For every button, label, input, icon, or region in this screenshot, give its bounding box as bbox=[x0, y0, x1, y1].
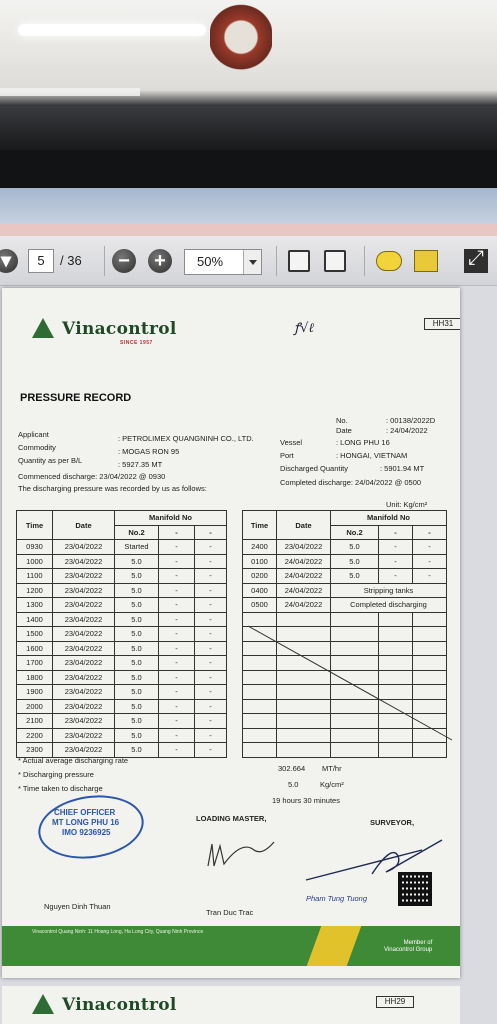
cell-date: 23/04/2022 bbox=[53, 583, 115, 598]
col-no2: No.2 bbox=[331, 525, 379, 540]
cell-blank: - bbox=[159, 627, 195, 642]
cell-time: 1100 bbox=[17, 569, 53, 584]
qty-bl-value: : 5927.35 MT bbox=[118, 460, 163, 469]
comment-button[interactable] bbox=[376, 247, 402, 275]
zoom-select[interactable] bbox=[184, 249, 262, 275]
cell-time: 2300 bbox=[17, 743, 53, 758]
comment-icon bbox=[376, 251, 402, 271]
pressure-unit: Kg/cm² bbox=[320, 780, 344, 789]
col-manifold: Manifold No bbox=[331, 511, 447, 526]
fullscreen-button[interactable] bbox=[464, 247, 488, 275]
cell-blank: - bbox=[379, 540, 413, 555]
page-total-label: / 36 bbox=[60, 253, 82, 268]
cell-date: 24/04/2022 bbox=[277, 598, 331, 613]
stamp-line2: MT LONG PHU 16 bbox=[52, 818, 120, 827]
cell-blank: - bbox=[195, 656, 227, 671]
qty-bl-label: Quantity as per B/L bbox=[18, 456, 83, 465]
commodity-label: Commodity bbox=[18, 443, 56, 452]
chief-officer-stamp bbox=[34, 789, 148, 865]
cell-date: 23/04/2022 bbox=[53, 612, 115, 627]
prev-page-button[interactable] bbox=[0, 247, 18, 275]
cell-blank: - bbox=[195, 714, 227, 729]
port-value: : HONGAI, VIETNAM bbox=[336, 451, 408, 460]
cell-blank: - bbox=[379, 569, 413, 584]
vessel-label: Vessel bbox=[280, 438, 303, 447]
cell-time: 1700 bbox=[17, 656, 53, 671]
table-row bbox=[17, 685, 227, 700]
cell-pressure: 5.0 bbox=[331, 554, 379, 569]
avg-rate-unit: MT/hr bbox=[322, 764, 342, 773]
loading-master-signature bbox=[202, 836, 282, 876]
cell-pressure: 5.0 bbox=[115, 583, 159, 598]
cell-blank: - bbox=[195, 554, 227, 569]
discharged-qty-label: Discharged Quantity bbox=[280, 464, 348, 473]
cell-blank: - bbox=[159, 583, 195, 598]
avg-rate-label: * Actual average discharging rate bbox=[18, 756, 129, 765]
cell-blank: - bbox=[195, 612, 227, 627]
no-value: : 00138/2022D bbox=[386, 416, 436, 425]
cell-blank: - bbox=[413, 540, 447, 555]
col-date: Date bbox=[277, 511, 331, 540]
date-label: Date bbox=[336, 426, 352, 435]
cell-empty bbox=[277, 743, 331, 758]
table-row bbox=[17, 714, 227, 729]
plus-icon: + bbox=[148, 249, 172, 273]
footer-member-label: Member of bbox=[403, 940, 433, 946]
cell-blank: - bbox=[159, 670, 195, 685]
vinacontrol-logo bbox=[28, 994, 177, 1016]
cell-time: 0500 bbox=[243, 598, 277, 613]
col-time: Time bbox=[17, 511, 53, 540]
table-row bbox=[17, 598, 227, 613]
cell-time: 0400 bbox=[243, 583, 277, 598]
logo-mark-icon bbox=[28, 318, 58, 340]
document-title: PRESSURE RECORD bbox=[20, 392, 132, 404]
cell-date: 24/04/2022 bbox=[277, 554, 331, 569]
cell-pressure: 5.0 bbox=[115, 598, 159, 613]
top-initials: ꝭ√ℓ bbox=[294, 321, 314, 336]
cell-blank: - bbox=[195, 627, 227, 642]
fit-width-button[interactable] bbox=[324, 247, 346, 275]
table-row bbox=[17, 656, 227, 671]
cell-pressure: 5.0 bbox=[115, 728, 159, 743]
unit-label: Unit: Kg/cm² bbox=[386, 500, 428, 509]
cell-pressure: 5.0 bbox=[115, 685, 159, 700]
cell-empty bbox=[331, 743, 379, 758]
form-code: HH31 bbox=[424, 318, 460, 330]
cell-date: 23/04/2022 bbox=[53, 627, 115, 642]
table-row bbox=[243, 583, 447, 598]
stamp-line1: CHIEF OFFICER bbox=[54, 808, 116, 817]
col-blank: - bbox=[413, 525, 447, 540]
col-blank: - bbox=[195, 525, 227, 540]
cell-pressure: 5.0 bbox=[115, 554, 159, 569]
pressure-note: The discharging pressure was recorded by us as follows: bbox=[18, 484, 207, 493]
completed-discharge: Completed discharge: 24/04/2022 @ 0500 bbox=[280, 478, 422, 487]
page-number-input[interactable]: 5 bbox=[28, 249, 54, 273]
cell-blank: - bbox=[195, 743, 227, 758]
pen-icon bbox=[414, 250, 438, 272]
cell-date: 23/04/2022 bbox=[53, 714, 115, 729]
table-row bbox=[243, 540, 447, 555]
cell-blank: - bbox=[159, 598, 195, 613]
cell-blank: - bbox=[195, 598, 227, 613]
table-row bbox=[17, 670, 227, 685]
cell-time: 1400 bbox=[17, 612, 53, 627]
col-blank: - bbox=[159, 525, 195, 540]
cell-blank: - bbox=[159, 728, 195, 743]
cell-blank: - bbox=[159, 714, 195, 729]
time-value: 19 hours 30 minutes bbox=[272, 796, 340, 805]
cell-blank: - bbox=[159, 612, 195, 627]
pressure-value: 5.0 bbox=[288, 780, 299, 789]
discharged-qty-value: : 5901.94 MT bbox=[380, 464, 425, 473]
cell-note: Completed discharging bbox=[331, 598, 447, 613]
cell-blank: - bbox=[195, 670, 227, 685]
table-row bbox=[17, 554, 227, 569]
logo-since: SINCE 1957 bbox=[120, 340, 153, 346]
fit-width-icon bbox=[324, 250, 346, 272]
cell-time: 2100 bbox=[17, 714, 53, 729]
cell-time: 0930 bbox=[17, 540, 53, 555]
cell-blank: - bbox=[159, 641, 195, 656]
cell-date: 23/04/2022 bbox=[53, 743, 115, 758]
cell-time: 0100 bbox=[243, 554, 277, 569]
zoom-value: 50% bbox=[197, 254, 224, 269]
col-time: Time bbox=[243, 511, 277, 540]
ceiling-light bbox=[18, 24, 206, 36]
expand-icon bbox=[464, 249, 488, 273]
cell-pressure: 5.0 bbox=[115, 627, 159, 642]
cell-date: 23/04/2022 bbox=[53, 540, 115, 555]
table-row bbox=[17, 583, 227, 598]
loading-master-label: LOADING MASTER, bbox=[196, 814, 267, 823]
cell-pressure: 5.0 bbox=[331, 540, 379, 555]
cell-date: 24/04/2022 bbox=[277, 569, 331, 584]
document-page bbox=[2, 288, 460, 978]
zoom-in-button[interactable] bbox=[148, 247, 172, 275]
cell-blank: - bbox=[413, 569, 447, 584]
applicant-value: : PETROLIMEX QUANGNINH CO., LTD. bbox=[118, 434, 254, 443]
window-titlebar bbox=[0, 188, 497, 224]
footer-member bbox=[384, 940, 432, 954]
cell-note: Stripping tanks bbox=[331, 583, 447, 598]
background-room bbox=[0, 0, 497, 150]
name-left: Nguyen Dinh Thuan bbox=[44, 902, 111, 911]
footer-address: Vinacontrol Quang Ninh: 11 Hoang Long, Ha Long City, Quang Ninh Province bbox=[32, 929, 204, 935]
cell-time: 1300 bbox=[17, 598, 53, 613]
cell-time: 2200 bbox=[17, 728, 53, 743]
cell-blank: - bbox=[159, 699, 195, 714]
cell-date: 23/04/2022 bbox=[53, 641, 115, 656]
cell-blank: - bbox=[159, 569, 195, 584]
cell-time: 1200 bbox=[17, 583, 53, 598]
cell-pressure: 5.0 bbox=[115, 569, 159, 584]
table-row bbox=[17, 699, 227, 714]
cell-blank: - bbox=[379, 554, 413, 569]
cell-date: 23/04/2022 bbox=[53, 728, 115, 743]
monitor-bezel bbox=[0, 150, 497, 188]
time-label: * Time taken to discharge bbox=[18, 784, 103, 793]
commodity-value: : MOGAS RON 95 bbox=[118, 447, 180, 456]
name-right: Pham Tung Tuong bbox=[306, 894, 368, 903]
fit-page-button[interactable] bbox=[288, 247, 310, 275]
cell-time: 1000 bbox=[17, 554, 53, 569]
logo-text: Vinacontrol bbox=[62, 319, 177, 339]
vessel-value: : LONG PHU 16 bbox=[336, 438, 390, 447]
cell-blank: - bbox=[195, 728, 227, 743]
empty-row bbox=[243, 743, 447, 758]
cell-pressure: 5.0 bbox=[115, 656, 159, 671]
chevron-down-icon[interactable] bbox=[243, 250, 261, 274]
cell-date: 23/04/2022 bbox=[53, 598, 115, 613]
logo-mark-icon bbox=[28, 994, 58, 1016]
vinacontrol-logo bbox=[28, 318, 177, 340]
cell-date: 23/04/2022 bbox=[53, 569, 115, 584]
cell-blank: - bbox=[195, 583, 227, 598]
cell-time: 1900 bbox=[17, 685, 53, 700]
cell-date: 23/04/2022 bbox=[53, 685, 115, 700]
col-manifold: Manifold No bbox=[115, 511, 227, 526]
table-row bbox=[243, 569, 447, 584]
cell-pressure: 5.0 bbox=[331, 569, 379, 584]
col-date: Date bbox=[53, 511, 115, 540]
next-document-page bbox=[2, 986, 460, 1024]
logo-text: Vinacontrol bbox=[62, 995, 177, 1015]
cell-time: 1500 bbox=[17, 627, 53, 642]
commenced-discharge: Commenced discharge: 23/04/2022 @ 0930 bbox=[18, 472, 166, 481]
monitor-reflection bbox=[0, 88, 140, 96]
footer-group-label: Vinacontrol Group bbox=[384, 947, 433, 953]
table-row bbox=[17, 641, 227, 656]
cell-blank: - bbox=[195, 685, 227, 700]
avg-rate-value: 302.664 bbox=[278, 764, 306, 773]
cell-date: 24/04/2022 bbox=[277, 583, 331, 598]
name-mid: Tran Duc Trac bbox=[206, 908, 254, 917]
cell-pressure: 5.0 bbox=[115, 714, 159, 729]
pressure-table-left bbox=[16, 510, 227, 758]
cell-blank: - bbox=[159, 554, 195, 569]
cell-blank: - bbox=[195, 569, 227, 584]
toolbar-divider bbox=[104, 246, 105, 276]
cell-date: 23/04/2022 bbox=[53, 670, 115, 685]
markup-button[interactable] bbox=[414, 247, 438, 275]
wall-clock bbox=[210, 2, 272, 80]
date-value: : 24/04/2022 bbox=[386, 426, 428, 435]
minus-icon: − bbox=[112, 249, 136, 273]
table-row bbox=[17, 569, 227, 584]
cell-pressure: 5.0 bbox=[115, 641, 159, 656]
cell-blank: - bbox=[159, 743, 195, 758]
cell-pressure: Started bbox=[115, 540, 159, 555]
cell-time: 0200 bbox=[243, 569, 277, 584]
toolbar-divider bbox=[276, 246, 277, 276]
pdf-toolbar bbox=[0, 236, 497, 286]
cell-date: 23/04/2022 bbox=[53, 554, 115, 569]
table-row bbox=[243, 598, 447, 613]
cell-empty bbox=[379, 743, 413, 758]
cell-time: 1800 bbox=[17, 670, 53, 685]
cell-time: 2400 bbox=[243, 540, 277, 555]
table-row bbox=[17, 612, 227, 627]
fit-page-icon bbox=[288, 250, 310, 272]
table-row bbox=[17, 627, 227, 642]
table-row bbox=[17, 743, 227, 758]
pressure-label: * Discharging pressure bbox=[18, 770, 94, 779]
zoom-out-button[interactable] bbox=[112, 247, 136, 275]
no-label: No. bbox=[336, 416, 348, 425]
cell-empty bbox=[243, 743, 277, 758]
table-row bbox=[17, 728, 227, 743]
applicant-label: Applicant bbox=[18, 430, 49, 439]
table-row bbox=[243, 554, 447, 569]
arrow-down-icon: ▾ bbox=[0, 249, 18, 273]
cell-pressure: 5.0 bbox=[115, 743, 159, 758]
form-code: HH29 bbox=[376, 996, 414, 1008]
table-row bbox=[17, 540, 227, 555]
cell-blank: - bbox=[159, 685, 195, 700]
toolbar-divider bbox=[364, 246, 365, 276]
cell-time: 1600 bbox=[17, 641, 53, 656]
surveyor-label: SURVEYOR, bbox=[370, 818, 415, 827]
cell-pressure: 5.0 bbox=[115, 670, 159, 685]
stamp-line3: IMO 9236925 bbox=[62, 828, 111, 837]
cell-blank: - bbox=[159, 540, 195, 555]
cell-date: 23/04/2022 bbox=[53, 656, 115, 671]
cell-empty bbox=[413, 743, 447, 758]
col-blank: - bbox=[379, 525, 413, 540]
cell-pressure: 5.0 bbox=[115, 699, 159, 714]
cell-pressure: 5.0 bbox=[115, 612, 159, 627]
cell-blank: - bbox=[195, 699, 227, 714]
cell-blank: - bbox=[413, 554, 447, 569]
cell-blank: - bbox=[195, 540, 227, 555]
cell-blank: - bbox=[195, 641, 227, 656]
cell-blank: - bbox=[159, 656, 195, 671]
cell-date: 23/04/2022 bbox=[277, 540, 331, 555]
strike-through-line bbox=[246, 624, 458, 742]
tab-strip bbox=[0, 224, 497, 236]
col-no2: No.2 bbox=[115, 525, 159, 540]
cell-date: 23/04/2022 bbox=[53, 699, 115, 714]
port-label: Port bbox=[280, 451, 294, 460]
pdf-viewer bbox=[0, 188, 497, 1024]
qr-code bbox=[398, 872, 432, 906]
cell-time: 2000 bbox=[17, 699, 53, 714]
